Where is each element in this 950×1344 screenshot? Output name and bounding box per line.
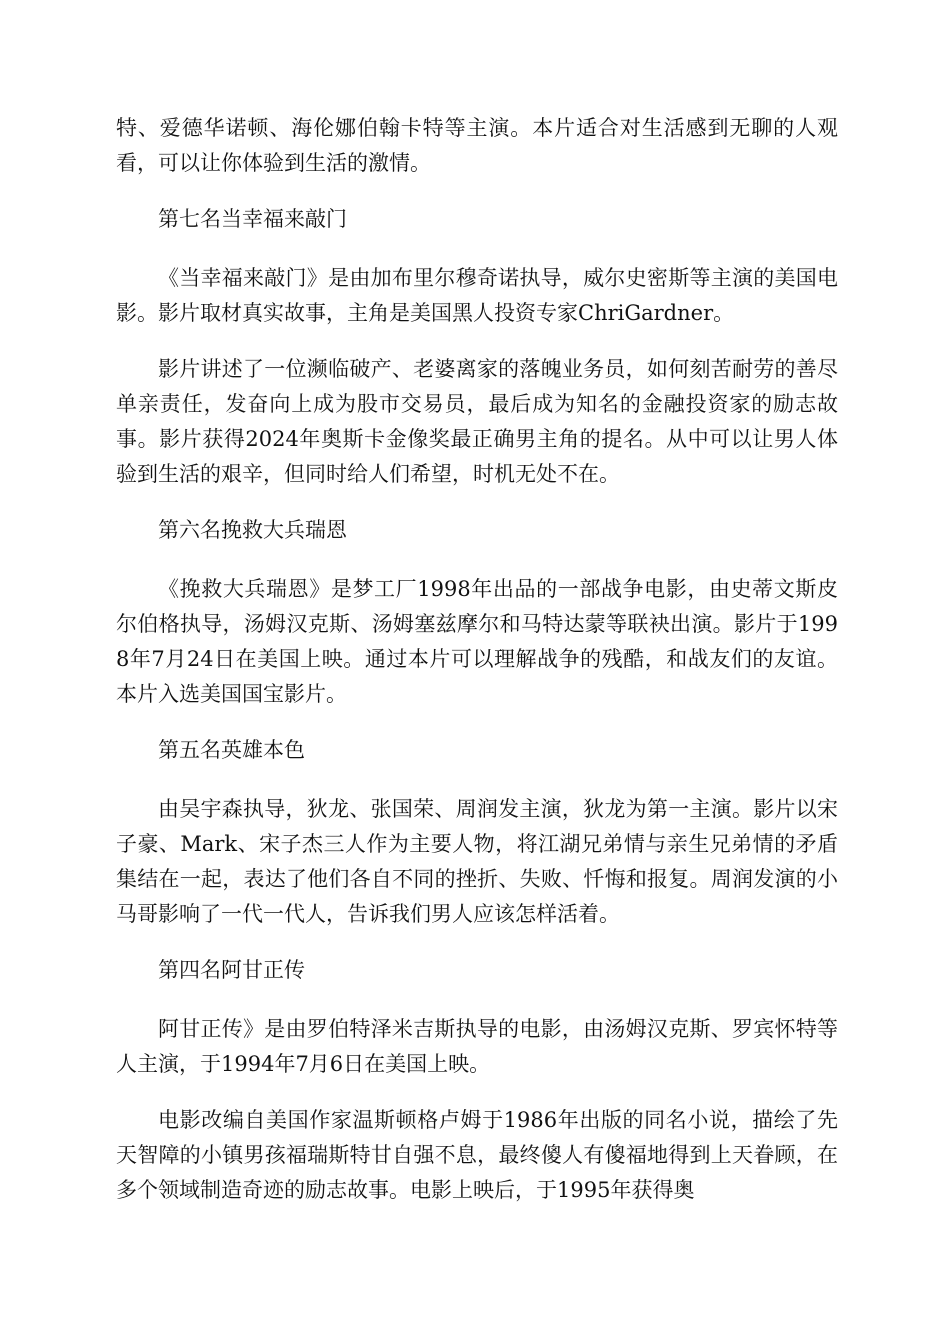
paragraph-a-better-tomorrow: 由吴宇森执导，狄龙、张国荣、周润发主演，狄龙为第一主演。影片以宋子豪、Mark、宋子杰三人作为主要人物，将江湖兄弟情与亲生兄弟情的矛盾集结在一起，表达了他们各自不同的挫折、失败、忏悔和报复。周润发演的小马哥影响了一代一代人，告诉我们男人应该怎样活着。 xyxy=(116,797,838,926)
heading-rank-5: 第五名英雄本色 xyxy=(158,738,305,762)
heading-rank-7: 第七名当幸福来敲门 xyxy=(158,207,347,231)
paragraph-continuation: 特、爱德华诺顿、海伦娜伯翰卡特等主演。本片适合对生活感到无聊的人观看，可以让你体验到生活的激情。 xyxy=(116,116,838,175)
paragraph-forrest-gump-intro: 阿甘正传》是由罗伯特泽米吉斯执导的电影，由汤姆汉克斯、罗宾怀特等人主演，于1994年7月6日在美国上映。 xyxy=(116,1017,838,1076)
paragraph-saving-private-ryan: 《挽救大兵瑞恩》是梦工厂1998年出品的一部战争电影，由史蒂文斯皮尔伯格执导，汤姆汉克斯、汤姆塞兹摩尔和马特达蒙等联袂出演。影片于1998年7月24日在美国上映。通过本片可以理解战争的残酷，和战友们的友谊。本片入选美国国宝影片。 xyxy=(116,577,838,706)
paragraph-pursuit-of-happyness-story: 影片讲述了一位濒临破产、老婆离家的落魄业务员，如何刻苦耐劳的善尽单亲责任，发奋向上成为股市交易员，最后成为知名的金融投资家的励志故事。影片获得2024年奥斯卡金像奖最正确男主角的提名。从中可以让男人体验到生活的艰辛，但同时给人们希望，时机无处不在。 xyxy=(116,357,838,486)
heading-rank-6: 第六名挽救大兵瑞恩 xyxy=(158,518,347,542)
paragraph-forrest-gump-story: 电影改编自美国作家温斯顿格卢姆于1986年出版的同名小说，描绘了先天智障的小镇男孩福瑞斯特甘自强不息，最终傻人有傻福地得到上天眷顾，在多个领域制造奇迹的励志故事。电影上映后，于1995年获得奥 xyxy=(116,1108,838,1202)
document-body xyxy=(116,111,838,1229)
paragraph-pursuit-of-happyness-intro: 《当幸福来敲门》是由加布里尔穆奇诺执导，威尔史密斯等主演的美国电影。影片取材真实故事，主角是美国黑人投资专家ChriGardner。 xyxy=(116,266,838,325)
heading-rank-4: 第四名阿甘正传 xyxy=(158,958,305,982)
